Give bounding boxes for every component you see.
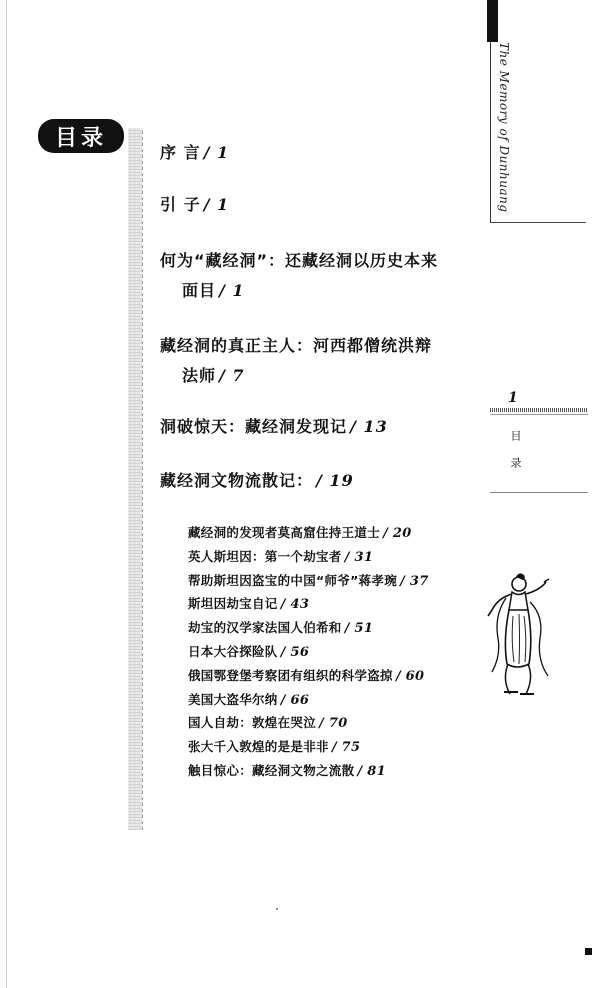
sub-entry-page-number: / 43 xyxy=(280,597,310,613)
entry-title-text: 藏经洞的真正主人：河西都僧统洪辩 xyxy=(160,336,433,355)
running-title: The Memory of Dunhuang xyxy=(497,42,511,213)
sub-entry-title: 俄国鄂登堡考察团有组织的科学盗掠 xyxy=(188,667,393,683)
toc-sub-entry xyxy=(188,524,488,543)
toc-sub-entry xyxy=(188,762,488,781)
entry-title xyxy=(160,138,480,168)
toc-sub-entry xyxy=(188,595,488,614)
entry-title-continuation xyxy=(160,361,480,391)
toc-main-entry xyxy=(160,412,480,442)
toc-sub-entry xyxy=(188,619,488,638)
entry-title-text: 藏经洞文物流散记： xyxy=(160,471,314,490)
entry-title xyxy=(160,466,480,496)
page-number: 1 xyxy=(508,390,518,406)
section-label: 目录 xyxy=(509,430,522,484)
entry-page-number: / 13 xyxy=(350,417,388,436)
spine-dashed-edge xyxy=(142,128,143,830)
sub-entry-page-number: / 31 xyxy=(344,549,374,565)
entry-title xyxy=(160,412,480,442)
toc-heading-badge: 目录 xyxy=(38,119,124,153)
sub-entry-title: 张大千入敦煌的是是非非 xyxy=(188,739,329,755)
entry-title xyxy=(160,246,480,276)
entry-title-text: 面目 xyxy=(182,281,217,300)
entry-page-number: / 1 xyxy=(203,195,230,214)
sub-entry-title: 触目惊心：藏经洞文物之流散 xyxy=(188,763,355,778)
sub-entry-page-number: / 81 xyxy=(357,764,386,779)
entry-page-number: / 1 xyxy=(203,143,230,162)
entry-page-number: / 1 xyxy=(219,281,245,300)
toc-main-entry xyxy=(160,331,480,391)
entry-title xyxy=(160,331,480,361)
page-edge-rule xyxy=(6,0,7,988)
sub-entry-page-number: / 75 xyxy=(331,740,361,756)
sub-entry-page-number: / 51 xyxy=(344,621,374,637)
toc-sub-entry xyxy=(188,572,488,591)
toc-sub-entry xyxy=(188,643,488,662)
toc-sub-entry xyxy=(188,714,488,733)
sub-entry-page-number: / 70 xyxy=(319,716,348,732)
sub-entry-page-number: / 20 xyxy=(383,526,412,541)
sub-entry-title: 劫宝的汉学家法国人伯希和 xyxy=(188,620,342,636)
margin-black-bar xyxy=(487,0,498,42)
entry-title-text: 何为“藏经洞”：还藏经洞以历史本来 xyxy=(160,251,439,270)
sub-entry-page-number: / 66 xyxy=(280,692,310,708)
entry-page-number: / 19 xyxy=(316,471,354,490)
entry-title-continuation xyxy=(160,276,480,306)
toc-sub-entry xyxy=(188,548,488,567)
margin-horizontal-rule xyxy=(490,222,586,223)
toc-sub-entry xyxy=(188,738,488,757)
entry-title-text: 法师 xyxy=(182,366,217,385)
toc-main-entry xyxy=(160,190,480,220)
speck xyxy=(276,908,278,910)
toc-sub-entry xyxy=(188,667,488,686)
sub-entry-title: 日本大谷探险队 xyxy=(188,644,278,659)
toc-main-entry xyxy=(160,138,480,168)
corner-mark xyxy=(585,948,592,955)
flying-apsaras-illustration xyxy=(486,572,556,700)
sub-entry-title: 斯坦因劫宝自记 xyxy=(188,596,278,612)
entry-page-number: / 7 xyxy=(219,366,245,385)
sub-entry-page-number: / 37 xyxy=(400,573,429,589)
page-number-rule xyxy=(490,408,588,412)
sub-entry-title: 帮助斯坦因盗宝的中国“师爷”蒋孝琬 xyxy=(188,572,398,588)
sub-entry-page-number: / 60 xyxy=(395,668,425,684)
sub-entry-title: 藏经洞的发现者莫高窟住持王道士 xyxy=(188,525,381,540)
entry-title-text: 引 子 xyxy=(160,195,201,214)
margin-vertical-rule xyxy=(490,42,491,222)
page-number-thin-rule xyxy=(490,414,588,415)
sub-entry-title: 美国大盗华尔纳 xyxy=(188,691,278,707)
section-rule xyxy=(490,492,588,493)
sub-entry-title: 英人斯坦因：第一个劫宝者 xyxy=(188,548,342,564)
toc-sub-entry xyxy=(188,691,488,710)
entry-title-text: 洞破惊天：藏经洞发现记 xyxy=(160,417,348,436)
sub-entry-page-number: / 56 xyxy=(280,645,310,660)
textured-spine-bar xyxy=(128,128,142,830)
entry-title xyxy=(160,190,480,220)
toc-main-entry xyxy=(160,466,480,496)
sub-entry-title: 国人自劫：敦煌在哭泣 xyxy=(188,715,317,731)
toc-main-entry xyxy=(160,246,480,306)
entry-title-text: 序 言 xyxy=(160,143,201,162)
